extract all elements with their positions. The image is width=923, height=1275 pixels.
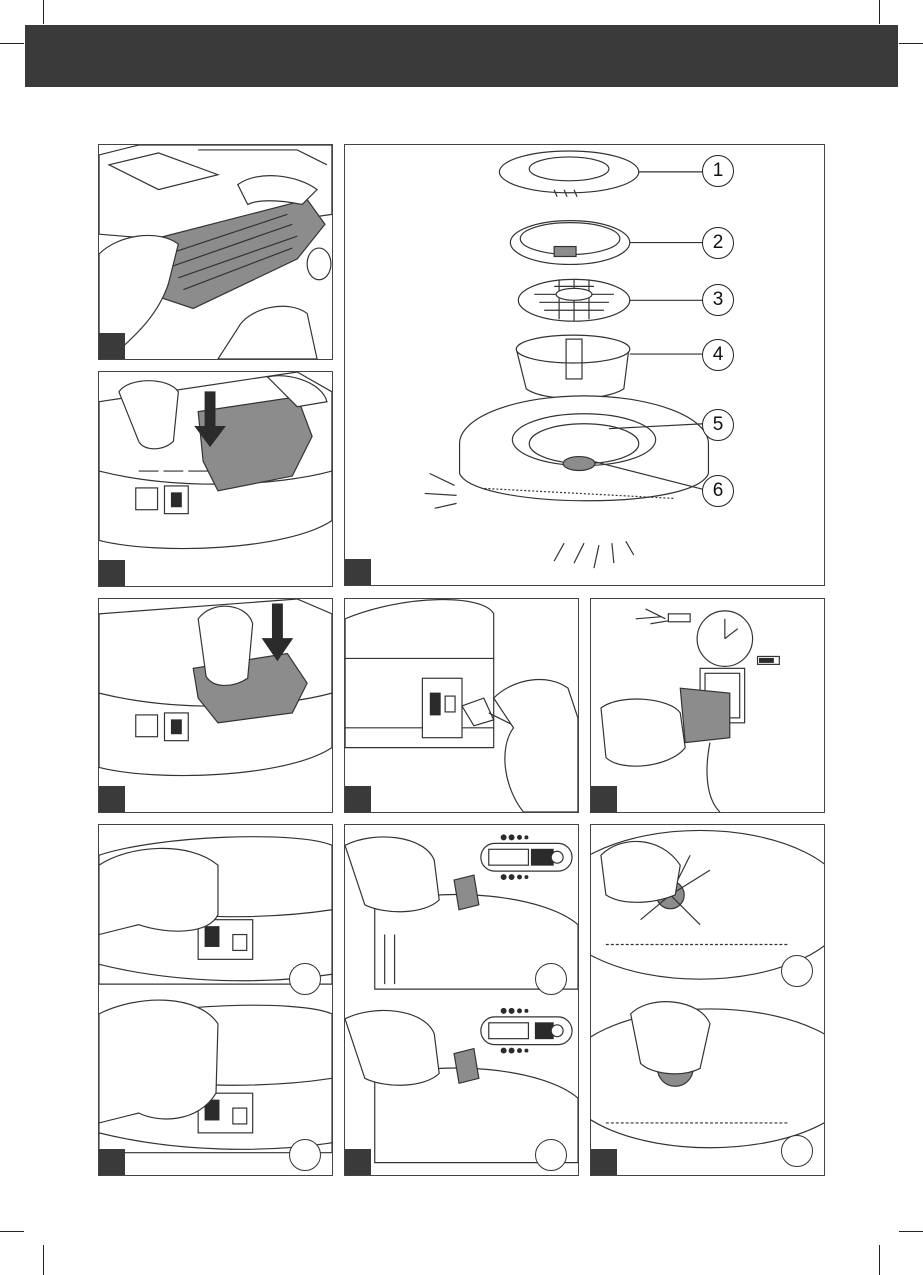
panel-corner-marker [345,786,371,812]
crop-mark [899,43,923,44]
illustration-insert-battery-2 [99,599,332,812]
panel-corner-marker [99,786,125,812]
illustration-exploded-view [345,145,824,585]
crop-mark [879,1245,880,1275]
illustration-plug-wall [591,599,824,812]
step-circle [781,1135,813,1167]
panel-corner-marker [99,560,125,586]
step-circle [289,1139,321,1171]
panel-corner-marker [345,559,371,585]
panel-side-brush [590,824,825,1176]
panel-plug-wall-charge [590,598,825,813]
illustration-brush-setting [345,825,578,1175]
step-circle [535,1139,567,1171]
panel-insert-battery-2 [98,598,333,813]
panel-brush-setting [344,824,579,1176]
crop-mark [0,43,24,44]
panel-insert-battery [98,371,333,587]
panel-remove-battery-cover [98,144,333,360]
panel-corner-marker [591,786,617,812]
step-circle [781,955,813,987]
illustration-power-switch [99,825,332,1175]
step-circle [535,963,567,995]
illustration-battery-cover [99,145,332,359]
panel-corner-marker [99,1149,125,1175]
illustration-side-brush [591,825,824,1175]
panel-corner-marker [99,333,125,359]
crop-mark [899,1231,923,1232]
callout-4: 4 [702,339,734,371]
callout-2: 2 [702,227,734,259]
panel-corner-marker [591,1149,617,1175]
crop-mark [43,1245,44,1275]
crop-mark [879,0,880,24]
panel-connect-charger [344,598,579,813]
callout-3: 3 [702,284,734,316]
panel-exploded-view [344,144,825,586]
callout-5: 5 [702,409,734,441]
illustration-insert-battery [99,372,332,586]
header-bar [25,25,898,87]
callout-6: 6 [702,475,734,507]
panel-corner-marker [345,1149,371,1175]
panel-power-switch [98,824,333,1176]
illustration-connect-charger [345,599,578,812]
callout-1: 1 [702,155,734,187]
step-circle [289,963,321,995]
crop-mark [43,0,44,24]
crop-mark [0,1231,24,1232]
